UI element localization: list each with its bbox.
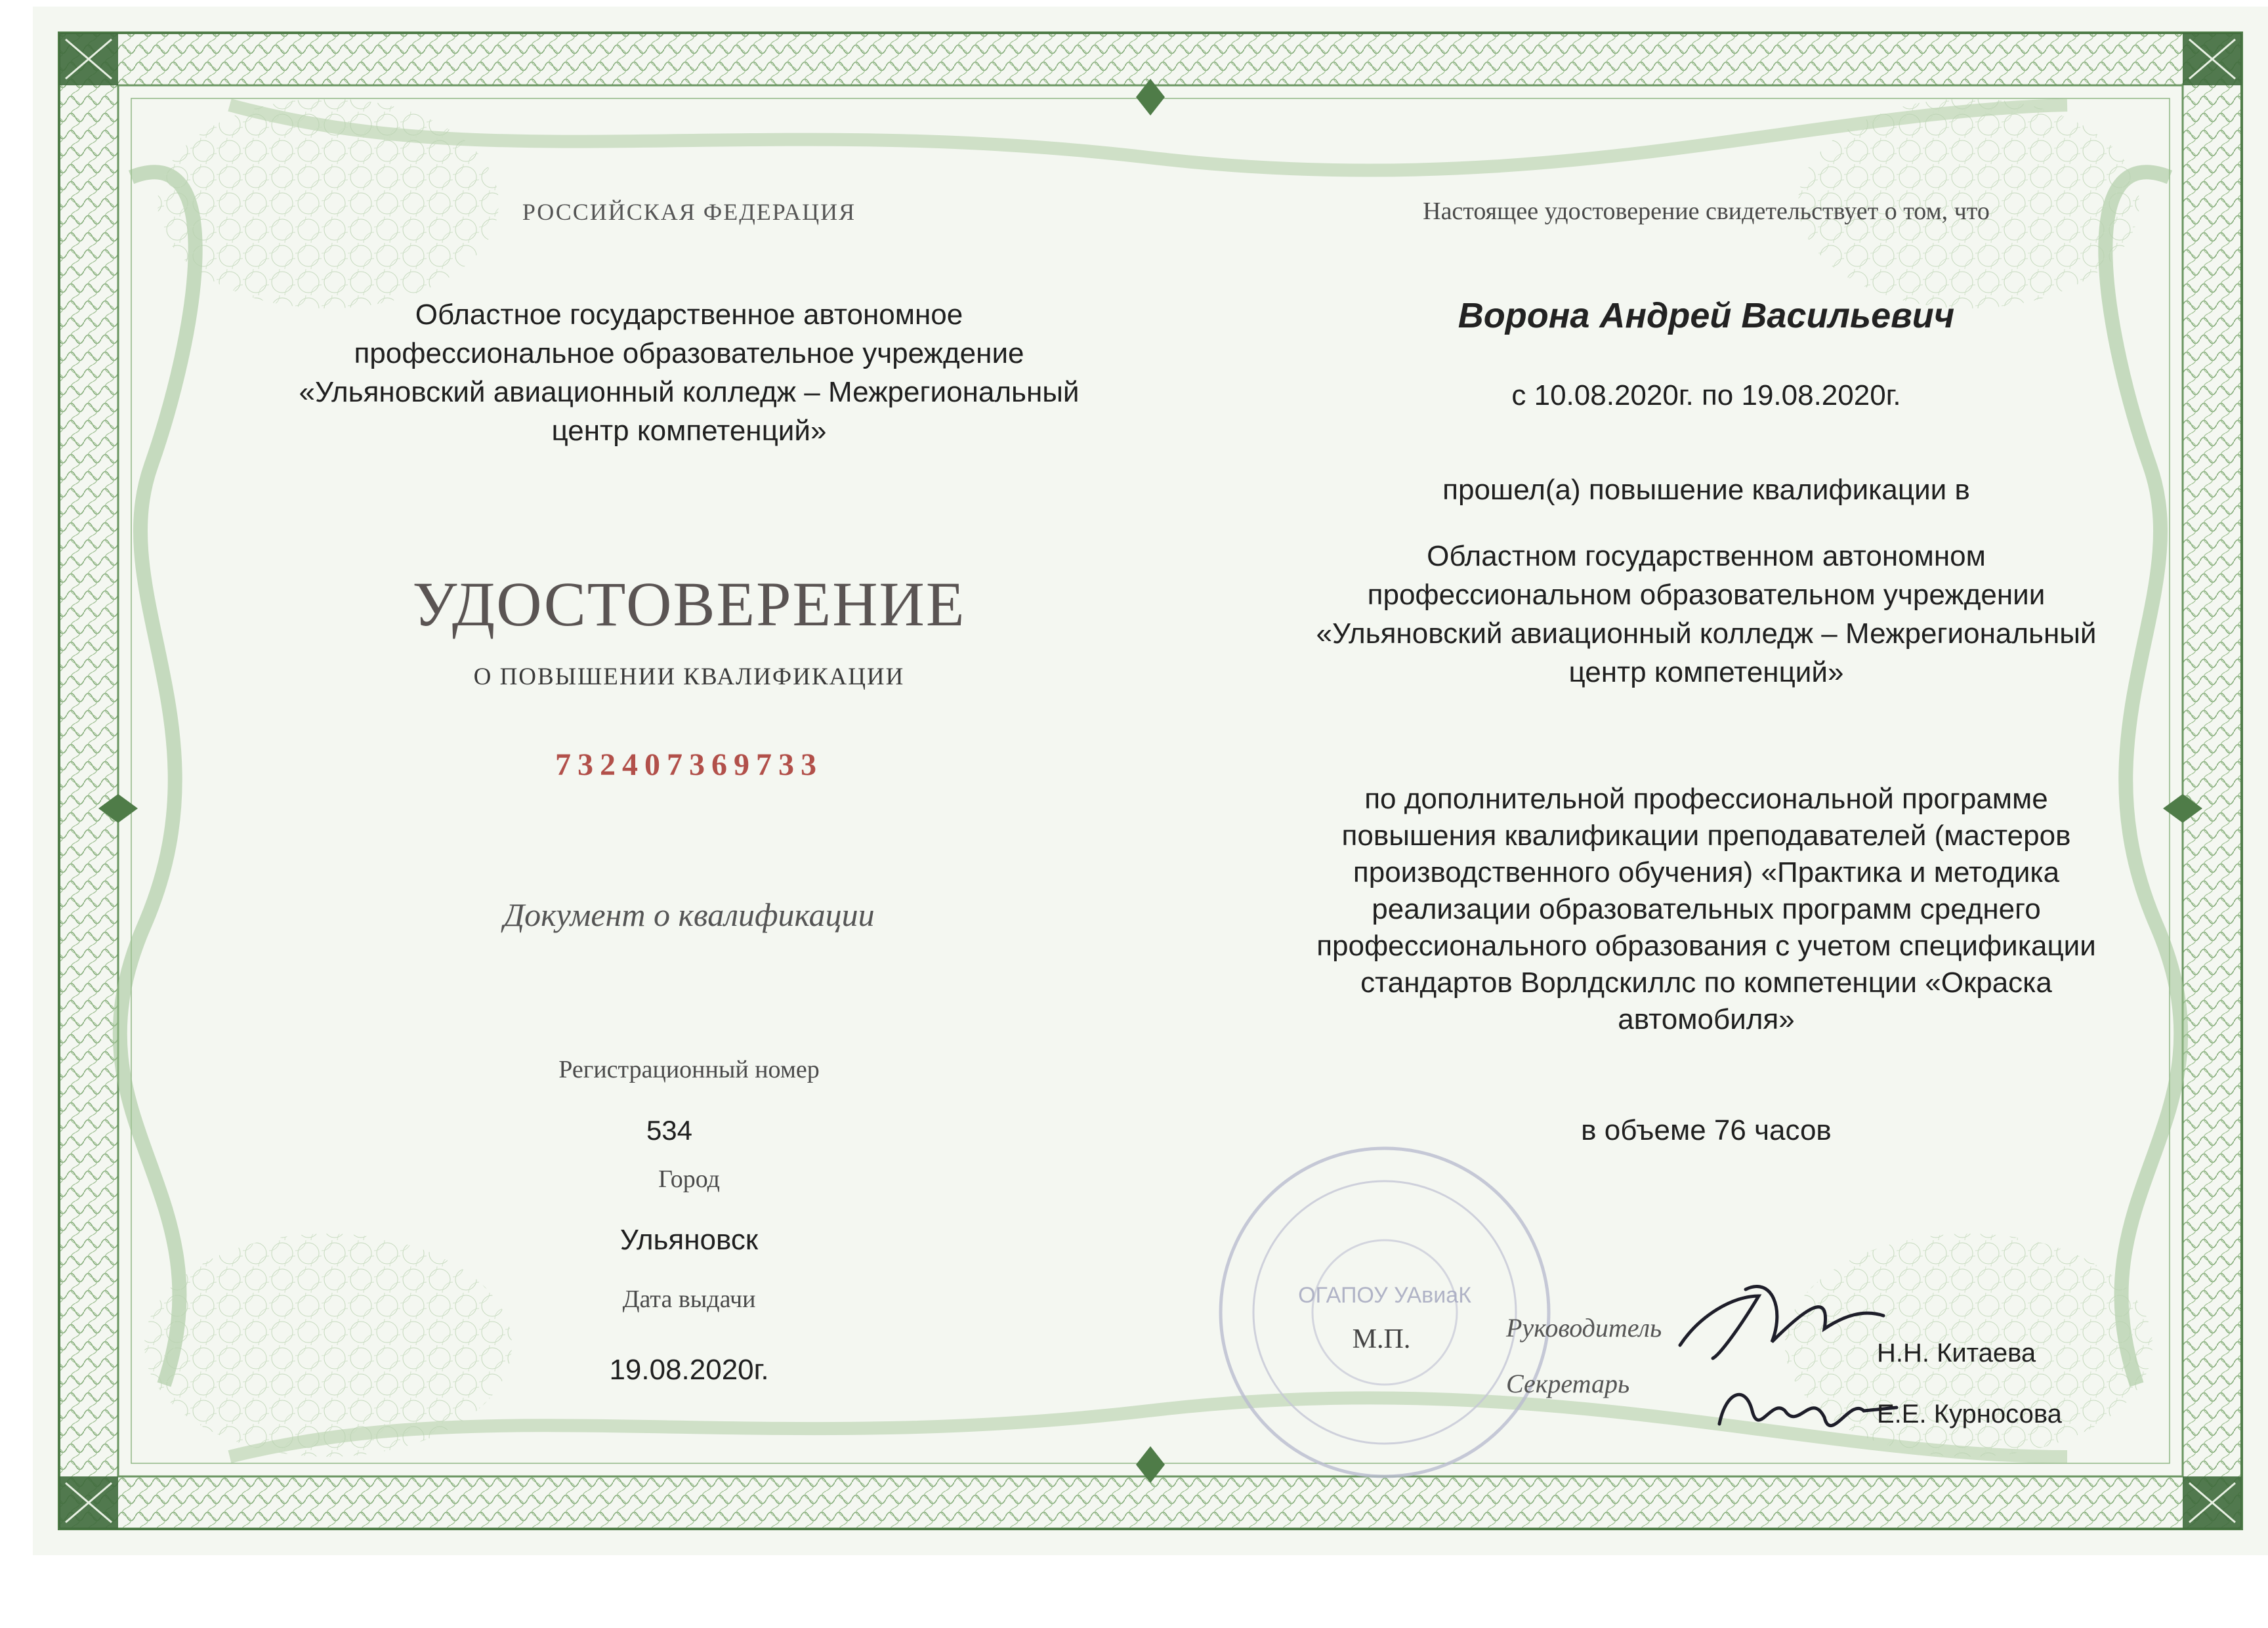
city-label: Город bbox=[658, 1165, 720, 1193]
issue-date: 19.08.2020г. bbox=[609, 1354, 769, 1386]
document-title: УДОСТОВЕРЕНИЕ bbox=[412, 569, 966, 639]
program-description bbox=[1214, 781, 2198, 1038]
city: Ульяновск bbox=[620, 1224, 759, 1256]
reg-number: 534 bbox=[646, 1115, 693, 1146]
reg-number-label: Регистрационный номер bbox=[558, 1056, 820, 1083]
training-institution-line: «Ульяновский авиационный колледж – Межрегиональный bbox=[1316, 617, 2097, 650]
director-label: Руководитель bbox=[1506, 1313, 1662, 1343]
training-institution-line: профессиональном образовательном учреждении bbox=[1367, 579, 2046, 611]
program-line: автомобиля» bbox=[1618, 1003, 1795, 1035]
program-line: профессионального образования с учетом спецификации bbox=[1316, 930, 2096, 962]
program-line: повышения квалификации преподавателей (мастеров bbox=[1341, 820, 2071, 852]
program-line: производственного обучения) «Практика и методика bbox=[1353, 856, 2060, 888]
director-name: Н.Н. Китаева bbox=[1877, 1339, 2036, 1367]
issuer-line: центр компетенций» bbox=[551, 415, 827, 447]
stamp-text: ОГАПОУ УАвиаК bbox=[1298, 1283, 1471, 1308]
stamp-place: М.П. bbox=[1352, 1324, 1411, 1354]
program-line: по дополнительной профессиональной программе bbox=[1364, 783, 2048, 815]
document-type: Документ о квалификации bbox=[503, 896, 875, 933]
training-institution-line: Областном государственном автономном bbox=[1427, 540, 1986, 572]
issuer-line: «Ульяновский авиационный колледж – Межрегиональный bbox=[299, 376, 1080, 408]
director-signature bbox=[1673, 1270, 1890, 1368]
program-line: стандартов Ворлдскиллс по компетенции «Окраска bbox=[1360, 967, 2052, 999]
completed-text: прошел(а) повышение квалификации в bbox=[1442, 474, 1970, 506]
intro-text: Настоящее удостоверение свидетельствует о том, что bbox=[1423, 198, 1990, 225]
study-period: с 10.08.2020г. по 19.08.2020г. bbox=[1511, 379, 1901, 411]
program-line: реализации образовательных программ среднего bbox=[1372, 893, 2041, 925]
issuer-line: Областное государственное автономное bbox=[415, 299, 963, 331]
secretary-label: Секретарь bbox=[1506, 1369, 1630, 1398]
holder-name: Ворона Андрей Васильевич bbox=[1458, 296, 1955, 335]
country-label: РОССИЙСКАЯ ФЕДЕРАЦИЯ bbox=[522, 199, 856, 225]
issue-date-label: Дата выдачи bbox=[622, 1285, 756, 1313]
training-institution bbox=[1214, 537, 2198, 692]
course-volume: в объеме 76 часов bbox=[1581, 1114, 1832, 1146]
issuer-institution bbox=[230, 295, 1148, 450]
certificate-sheet bbox=[33, 7, 2268, 1555]
serial-number: 732407369733 bbox=[555, 747, 823, 782]
training-institution-line: центр компетенций» bbox=[1568, 656, 1844, 688]
secretary-signature bbox=[1706, 1371, 1903, 1450]
secretary-name: Е.Е. Курносова bbox=[1877, 1400, 2062, 1429]
issuer-line: профессиональное образовательное учреждение bbox=[354, 337, 1024, 369]
document-subtitle: О ПОВЫШЕНИИ КВАЛИФИКАЦИИ bbox=[473, 663, 905, 690]
